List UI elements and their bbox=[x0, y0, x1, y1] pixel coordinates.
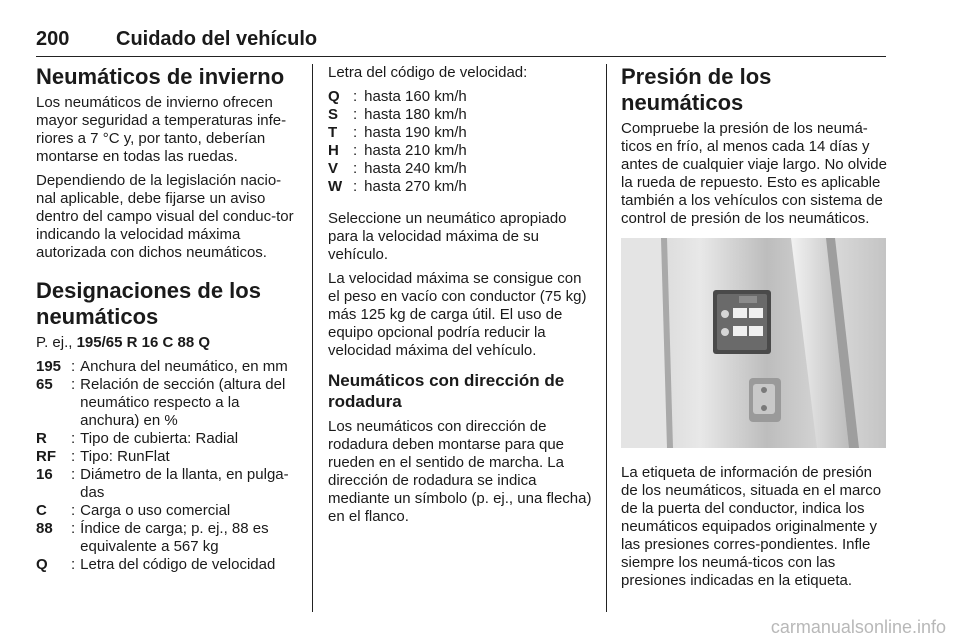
def-term: RF bbox=[36, 448, 56, 465]
speed-code-row bbox=[328, 88, 592, 106]
watermark-text: carmanualsonline.info bbox=[770, 617, 946, 637]
def-desc: hasta 270 km/h bbox=[364, 178, 467, 195]
def-colon: : bbox=[71, 520, 76, 537]
def-desc: hasta 160 km/h bbox=[364, 88, 467, 105]
def-desc: hasta 180 km/h bbox=[364, 106, 467, 123]
def-colon: : bbox=[353, 124, 358, 141]
def-term: Q bbox=[36, 556, 48, 573]
paragraph: Dependiendo de la legislación nacio-nal aplicable, debe fijarse un aviso dentro del campo visual del conduc-tor indicando la velocidad máxima autorizada con dichos neumáticos. bbox=[36, 172, 294, 261]
speed-code-row bbox=[328, 106, 592, 124]
column-divider bbox=[606, 64, 607, 612]
def-term: C bbox=[36, 502, 47, 519]
def-desc: hasta 240 km/h bbox=[364, 160, 467, 177]
paragraph: La etiqueta de información de presión de los neumáticos, situada en el marco de la puerta del conductor, indica los neumáticos equipados originalmente y las presiones corres-pondientes. Infle siempre los neumá-ticos con las presiones indicadas en la etiqueta. bbox=[621, 464, 882, 589]
speed-code-list bbox=[328, 88, 592, 196]
heading-tire-pressure: Presión de los neumáticos bbox=[621, 64, 772, 115]
def-term: W bbox=[328, 178, 343, 195]
def-term: 88 bbox=[36, 520, 53, 537]
speed-code-row bbox=[328, 178, 592, 196]
paragraph: Los neumáticos con dirección de rodadura deben montarse para que rueden en el sentido de marcha. La dirección de rodadura se indica mediante un símbolo (p. ej., una flecha) en el flanco. bbox=[328, 418, 592, 525]
def-term: Q bbox=[328, 88, 340, 105]
def-colon: : bbox=[71, 502, 76, 519]
designation-row bbox=[36, 520, 298, 556]
def-desc: Tipo de cubierta: Radial bbox=[80, 430, 239, 447]
def-colon: : bbox=[71, 466, 76, 483]
def-term: 65 bbox=[36, 376, 53, 393]
column-divider bbox=[312, 64, 313, 612]
example-prefix: P. ej., bbox=[36, 334, 77, 351]
def-desc: hasta 210 km/h bbox=[364, 142, 467, 159]
def-colon: : bbox=[71, 430, 76, 447]
def-colon: : bbox=[71, 376, 76, 393]
designation-list bbox=[36, 358, 298, 574]
def-term: 16 bbox=[36, 466, 53, 483]
def-colon: : bbox=[71, 556, 76, 573]
designation-row bbox=[36, 430, 298, 448]
designation-row bbox=[36, 376, 298, 430]
def-desc: Tipo: RunFlat bbox=[80, 448, 170, 465]
def-term: T bbox=[328, 124, 338, 141]
def-colon: : bbox=[353, 160, 358, 177]
designation-row bbox=[36, 358, 298, 376]
def-colon: : bbox=[71, 358, 76, 375]
column-2 bbox=[328, 64, 592, 532]
def-desc: Letra del código de velocidad bbox=[80, 556, 276, 573]
door-frame-label-photo bbox=[621, 238, 886, 448]
def-colon: : bbox=[353, 142, 358, 159]
def-desc: Carga o uso comercial bbox=[80, 502, 231, 519]
example-line bbox=[36, 334, 298, 352]
def-term: S bbox=[328, 106, 339, 123]
speed-code-row bbox=[328, 160, 592, 178]
paragraph: La velocidad máxima se consigue con el peso en vacío con conductor (75 kg) más 125 kg de carga útil. El uso de equipo opcional podría reducir la velocidad máxima del vehículo. bbox=[328, 270, 587, 359]
door-frame-illustration bbox=[621, 238, 886, 448]
page-number: 200 bbox=[36, 28, 70, 50]
column-1 bbox=[36, 64, 298, 580]
def-desc: Índice de carga; p. ej., 88 es equivalente a 567 kg bbox=[80, 520, 269, 555]
def-desc: Diámetro de la llanta, en pulga-das bbox=[80, 466, 289, 501]
designation-row bbox=[36, 502, 298, 520]
def-term: R bbox=[36, 430, 47, 447]
speed-code-row bbox=[328, 124, 592, 142]
def-colon: : bbox=[71, 448, 76, 465]
designation-row bbox=[36, 448, 298, 466]
heading-winter-tires: Neumáticos de invierno bbox=[36, 64, 285, 89]
paragraph: Compruebe la presión de los neumá-ticos en frío, al menos cada 14 días y antes de cualquier viaje largo. No olvide la rueda de repuesto. Esto es aplicable también a los vehículos con sistema de control de presión de los neumáticos. bbox=[621, 120, 887, 227]
section-title: Cuidado del vehículo bbox=[116, 28, 318, 50]
designation-row bbox=[36, 556, 298, 574]
designation-row bbox=[36, 466, 298, 502]
def-colon: : bbox=[353, 106, 358, 123]
page-header bbox=[36, 24, 886, 57]
def-term: V bbox=[328, 160, 339, 177]
paragraph: Seleccione un neumático apropiado para la velocidad máxima de su vehículo. bbox=[328, 210, 567, 263]
speed-code-row bbox=[328, 142, 592, 160]
def-colon: : bbox=[353, 88, 358, 105]
def-colon: : bbox=[353, 178, 358, 195]
speed-code-intro: Letra del código de velocidad: bbox=[328, 64, 528, 81]
def-desc: Anchura del neumático, en mm bbox=[80, 358, 288, 375]
heading-directional-tires: Neumáticos con dirección de rodadura bbox=[328, 371, 565, 411]
heading-tire-designations: Designaciones de los neumáticos bbox=[36, 278, 261, 329]
def-desc: Relación de sección (altura del neumático respecto a la anchura) en % bbox=[80, 376, 286, 429]
example-code: 195/65 R 16 C 88 Q bbox=[76, 334, 211, 351]
def-term: H bbox=[328, 142, 339, 159]
paragraph: Los neumáticos de invierno ofrecen mayor seguridad a temperaturas infe-riores a 7 °C y, por tanto, deberían montarse en todas las ruedas. bbox=[36, 94, 287, 165]
def-desc: hasta 190 km/h bbox=[364, 124, 467, 141]
def-term: 195 bbox=[36, 358, 62, 375]
column-3 bbox=[621, 64, 887, 596]
